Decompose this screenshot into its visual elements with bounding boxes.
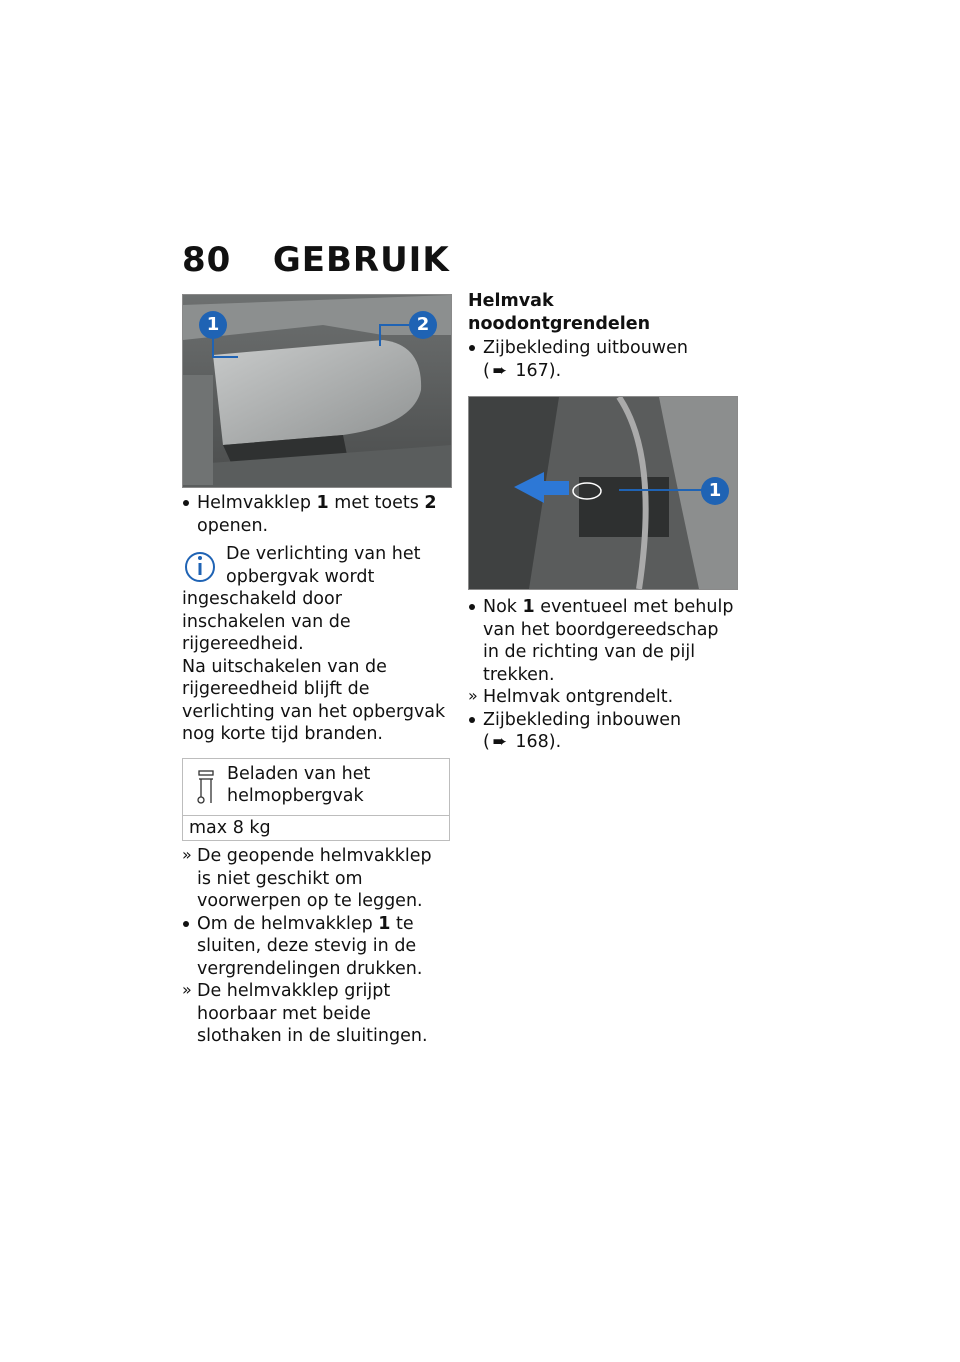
callout-line-2 [379, 324, 409, 326]
page-ref-link[interactable]: 168). [515, 732, 562, 752]
callout-1: 1 [701, 477, 729, 505]
callout-line-2b [379, 324, 381, 346]
emergency-release-image [468, 396, 738, 590]
left-column [182, 294, 450, 1048]
page-ref-arrow-icon: ➨ [492, 732, 508, 752]
callout-2: 2 [409, 311, 437, 339]
step-open-helmet-flap: Helmvakklep 1 met toets 2 openen. [182, 492, 450, 537]
page-number: 80 [182, 240, 232, 280]
weight-load-icon [189, 763, 227, 809]
info-icon [182, 543, 220, 587]
helmet-compartment-image [182, 294, 452, 488]
callout-line-1b [212, 356, 238, 358]
step-install-side-panel: Zijbekleding inbouwen ( ➨ 168). [468, 709, 740, 754]
result-marker-icon: » [182, 845, 192, 864]
right-column [468, 290, 740, 754]
bullet-icon [469, 604, 475, 610]
step-pull-cam: Nok 1 eventueel met behulp van het boordgereedschap in de richting van de pijl trekken. [468, 596, 740, 686]
result-unlocked: » Helmvak ontgrendelt. [468, 686, 674, 707]
bullet-icon [469, 345, 475, 351]
result-marker-icon: » [468, 686, 478, 705]
section-heading: Helmvak noodontgrendelen [468, 291, 651, 334]
load-table-label: Beladen van het helmopbergvak [227, 763, 371, 806]
page-header [182, 240, 450, 280]
result-flap-not-suitable: » De geopende helmvakklep is niet geschikt om voorwerpen op te leggen. [182, 845, 432, 911]
bullet-icon [183, 500, 189, 506]
chapter-title: GEBRUIK [272, 240, 450, 280]
result-marker-icon: » [182, 980, 192, 999]
load-table [182, 758, 450, 842]
bullet-icon [183, 921, 189, 927]
info-note [182, 543, 450, 746]
step-remove-side-panel: Zijbekleding uitbouwen ( ➨ 167). [468, 337, 740, 382]
result-flap-latches: » De helmvakklep grijpt hoorbaar met beide slothaken in de sluitingen. [182, 980, 428, 1046]
bullet-icon [469, 717, 475, 723]
callout-line-1 [212, 339, 214, 357]
callout-1: 1 [199, 311, 227, 339]
page-ref-link[interactable]: 167). [515, 360, 562, 381]
info-note-text-2: Na uitschakelen van de rijgereedheid blijft de verlichting van het opbergvak nog korte tijd branden. [182, 656, 446, 744]
page-ref-arrow-icon: ➨ [492, 360, 508, 381]
load-table-value: max 8 kg [189, 817, 271, 838]
step-close-helmet-flap: Om de helmvakklep 1 te sluiten, deze stevig in de vergrendelingen drukken. [182, 913, 450, 981]
info-note-text-1: De verlichting van het opbergvak wordt ingeschakeld door inschakelen van de rijgereedheid. [182, 544, 421, 654]
callout-line-nok [619, 489, 703, 491]
